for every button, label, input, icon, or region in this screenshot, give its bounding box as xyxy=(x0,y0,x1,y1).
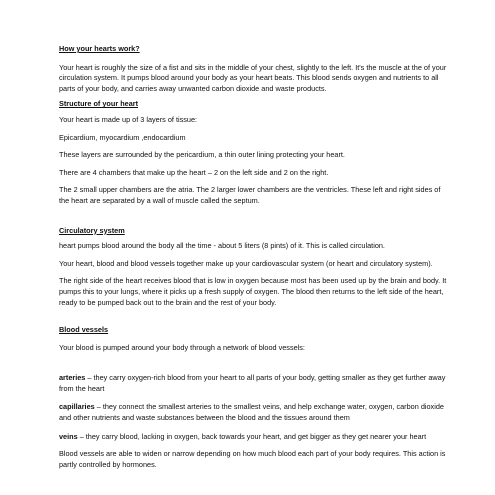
heading-how-hearts-work: How your hearts work? xyxy=(59,44,140,53)
paragraph-atria-ventricles: The 2 small upper chambers are the atria. The 2 larger lower chambers are the ventricles. These left and right sides of the heart are separated by a wall of muscle called the septum. xyxy=(59,185,441,205)
paragraph-pericardium: These layers are surrounded by the pericardium, a thin outer lining protecting your heart. xyxy=(59,150,345,160)
paragraph-arteries xyxy=(59,373,449,394)
heading-blood-vessels: Blood vessels xyxy=(59,325,109,335)
paragraph-cardiovascular-system: Your heart, blood and blood vessels together make up your cardiovascular system (or heart and circulatory system). xyxy=(59,258,433,268)
paragraph-heart-overview: Your heart is roughly the size of a fist and sits in the middle of your chest, slightly to the left. It's the muscle at the of your circulation system. It pumps blood around your body as your heart beats. This blood sends oxygen and nutrients to all parts of your body, and carries away unwanted carbon dioxide and waste products. xyxy=(59,62,447,93)
paragraph-layer-names: Epicardium, myocardium ,endocardium xyxy=(59,132,186,142)
paragraph-hormones: Blood vessels are able to widen or narrow depending on how much blood each part of your body requires. This action is partly controlled by hormones. xyxy=(59,449,446,469)
term-arteries: arteries xyxy=(59,373,86,383)
term-capillaries: capillaries xyxy=(59,402,95,412)
text-capillaries: – they connect the smallest arteries to the smallest veins, and help exchange water, oxygen, carbon dioxide and other nutrients and waste substances between the blood and the tissues around them xyxy=(59,402,444,423)
paragraph-veins xyxy=(59,432,449,443)
paragraph-tissue-layers: Your heart is made up of 3 layers of tissue: xyxy=(59,114,198,124)
heading-circulatory-system: Circulatory system xyxy=(59,225,125,235)
paragraph-capillaries xyxy=(59,402,449,423)
term-veins: veins xyxy=(59,431,78,441)
text-arteries: – they carry oxygen-rich blood from your heart to all parts of your body, getting smaller as they get further away from the heart xyxy=(59,373,446,393)
paragraph-chambers: There are 4 chambers that make up the heart – 2 on the left side and 2 on the right. xyxy=(59,167,329,177)
paragraph-circulation: heart pumps blood around the body all the time - about 5 liters (8 pints) of it. This is called circulation. xyxy=(59,241,385,251)
paragraph-vessel-network: Your blood is pumped around your body through a network of blood vessels: xyxy=(59,342,305,352)
text-veins: – they carry blood, lacking in oxygen, back towards your heart, and get bigger as they get nearer your heart xyxy=(77,431,427,441)
paragraph-blood-flow: The right side of the heart receives blood that is low in oxygen because most has been used up by the brain and body. It pumps this to your lungs, where it picks up a fresh supply of oxygen. The blood then returns to the left side of the heart, ready to be pumped back out to the brain and the rest of your body. xyxy=(59,276,447,307)
heading-structure-of-heart: Structure of your heart xyxy=(59,99,139,109)
